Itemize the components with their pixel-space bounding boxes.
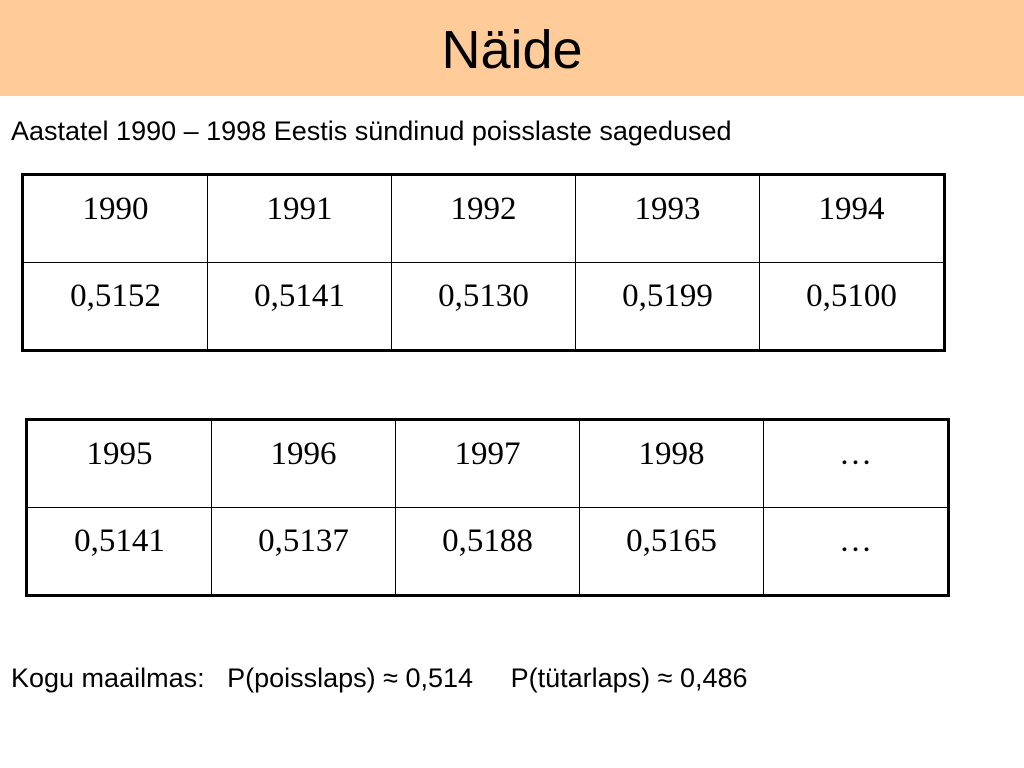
value-cell: 0,5199 xyxy=(576,263,760,351)
year-cell: 1993 xyxy=(576,175,760,263)
year-cell: 1996 xyxy=(212,420,396,508)
value-cell: 0,5137 xyxy=(212,508,396,596)
value-row xyxy=(23,263,945,351)
year-row xyxy=(27,420,949,508)
slide-subtitle: Aastatel 1990 – 1998 Eestis sündinud poisslaste sagedused xyxy=(11,116,732,146)
year-cell: 1991 xyxy=(208,175,392,263)
value-cell: 0,5165 xyxy=(580,508,764,596)
year-cell: 1992 xyxy=(392,175,576,263)
value-cell: 0,5141 xyxy=(208,263,392,351)
year-cell: 1994 xyxy=(760,175,945,263)
year-cell: 1998 xyxy=(580,420,764,508)
value-cell: 0,5130 xyxy=(392,263,576,351)
value-row xyxy=(27,508,949,596)
world-label: Kogu maailmas: xyxy=(11,663,205,693)
boy-probability: P(poisslaps) ≈ 0,514 xyxy=(227,663,474,693)
year-cell: … xyxy=(764,420,949,508)
slide-title: Näide xyxy=(441,20,583,80)
year-cell: 1995 xyxy=(27,420,212,508)
value-cell: 0,5152 xyxy=(23,263,208,351)
value-cell: 0,5141 xyxy=(27,508,212,596)
value-cell: 0,5188 xyxy=(396,508,580,596)
title-bar xyxy=(0,0,1024,96)
girl-probability: P(tütarlaps) ≈ 0,486 xyxy=(510,663,748,693)
frequency-table-1995-1998 xyxy=(25,418,950,597)
year-cell: 1997 xyxy=(396,420,580,508)
value-cell: 0,5100 xyxy=(760,263,945,351)
value-cell: … xyxy=(764,508,949,596)
year-cell: 1990 xyxy=(23,175,208,263)
frequency-table-1990-1994 xyxy=(21,173,946,352)
world-probabilities xyxy=(11,660,748,696)
year-row xyxy=(23,175,945,263)
